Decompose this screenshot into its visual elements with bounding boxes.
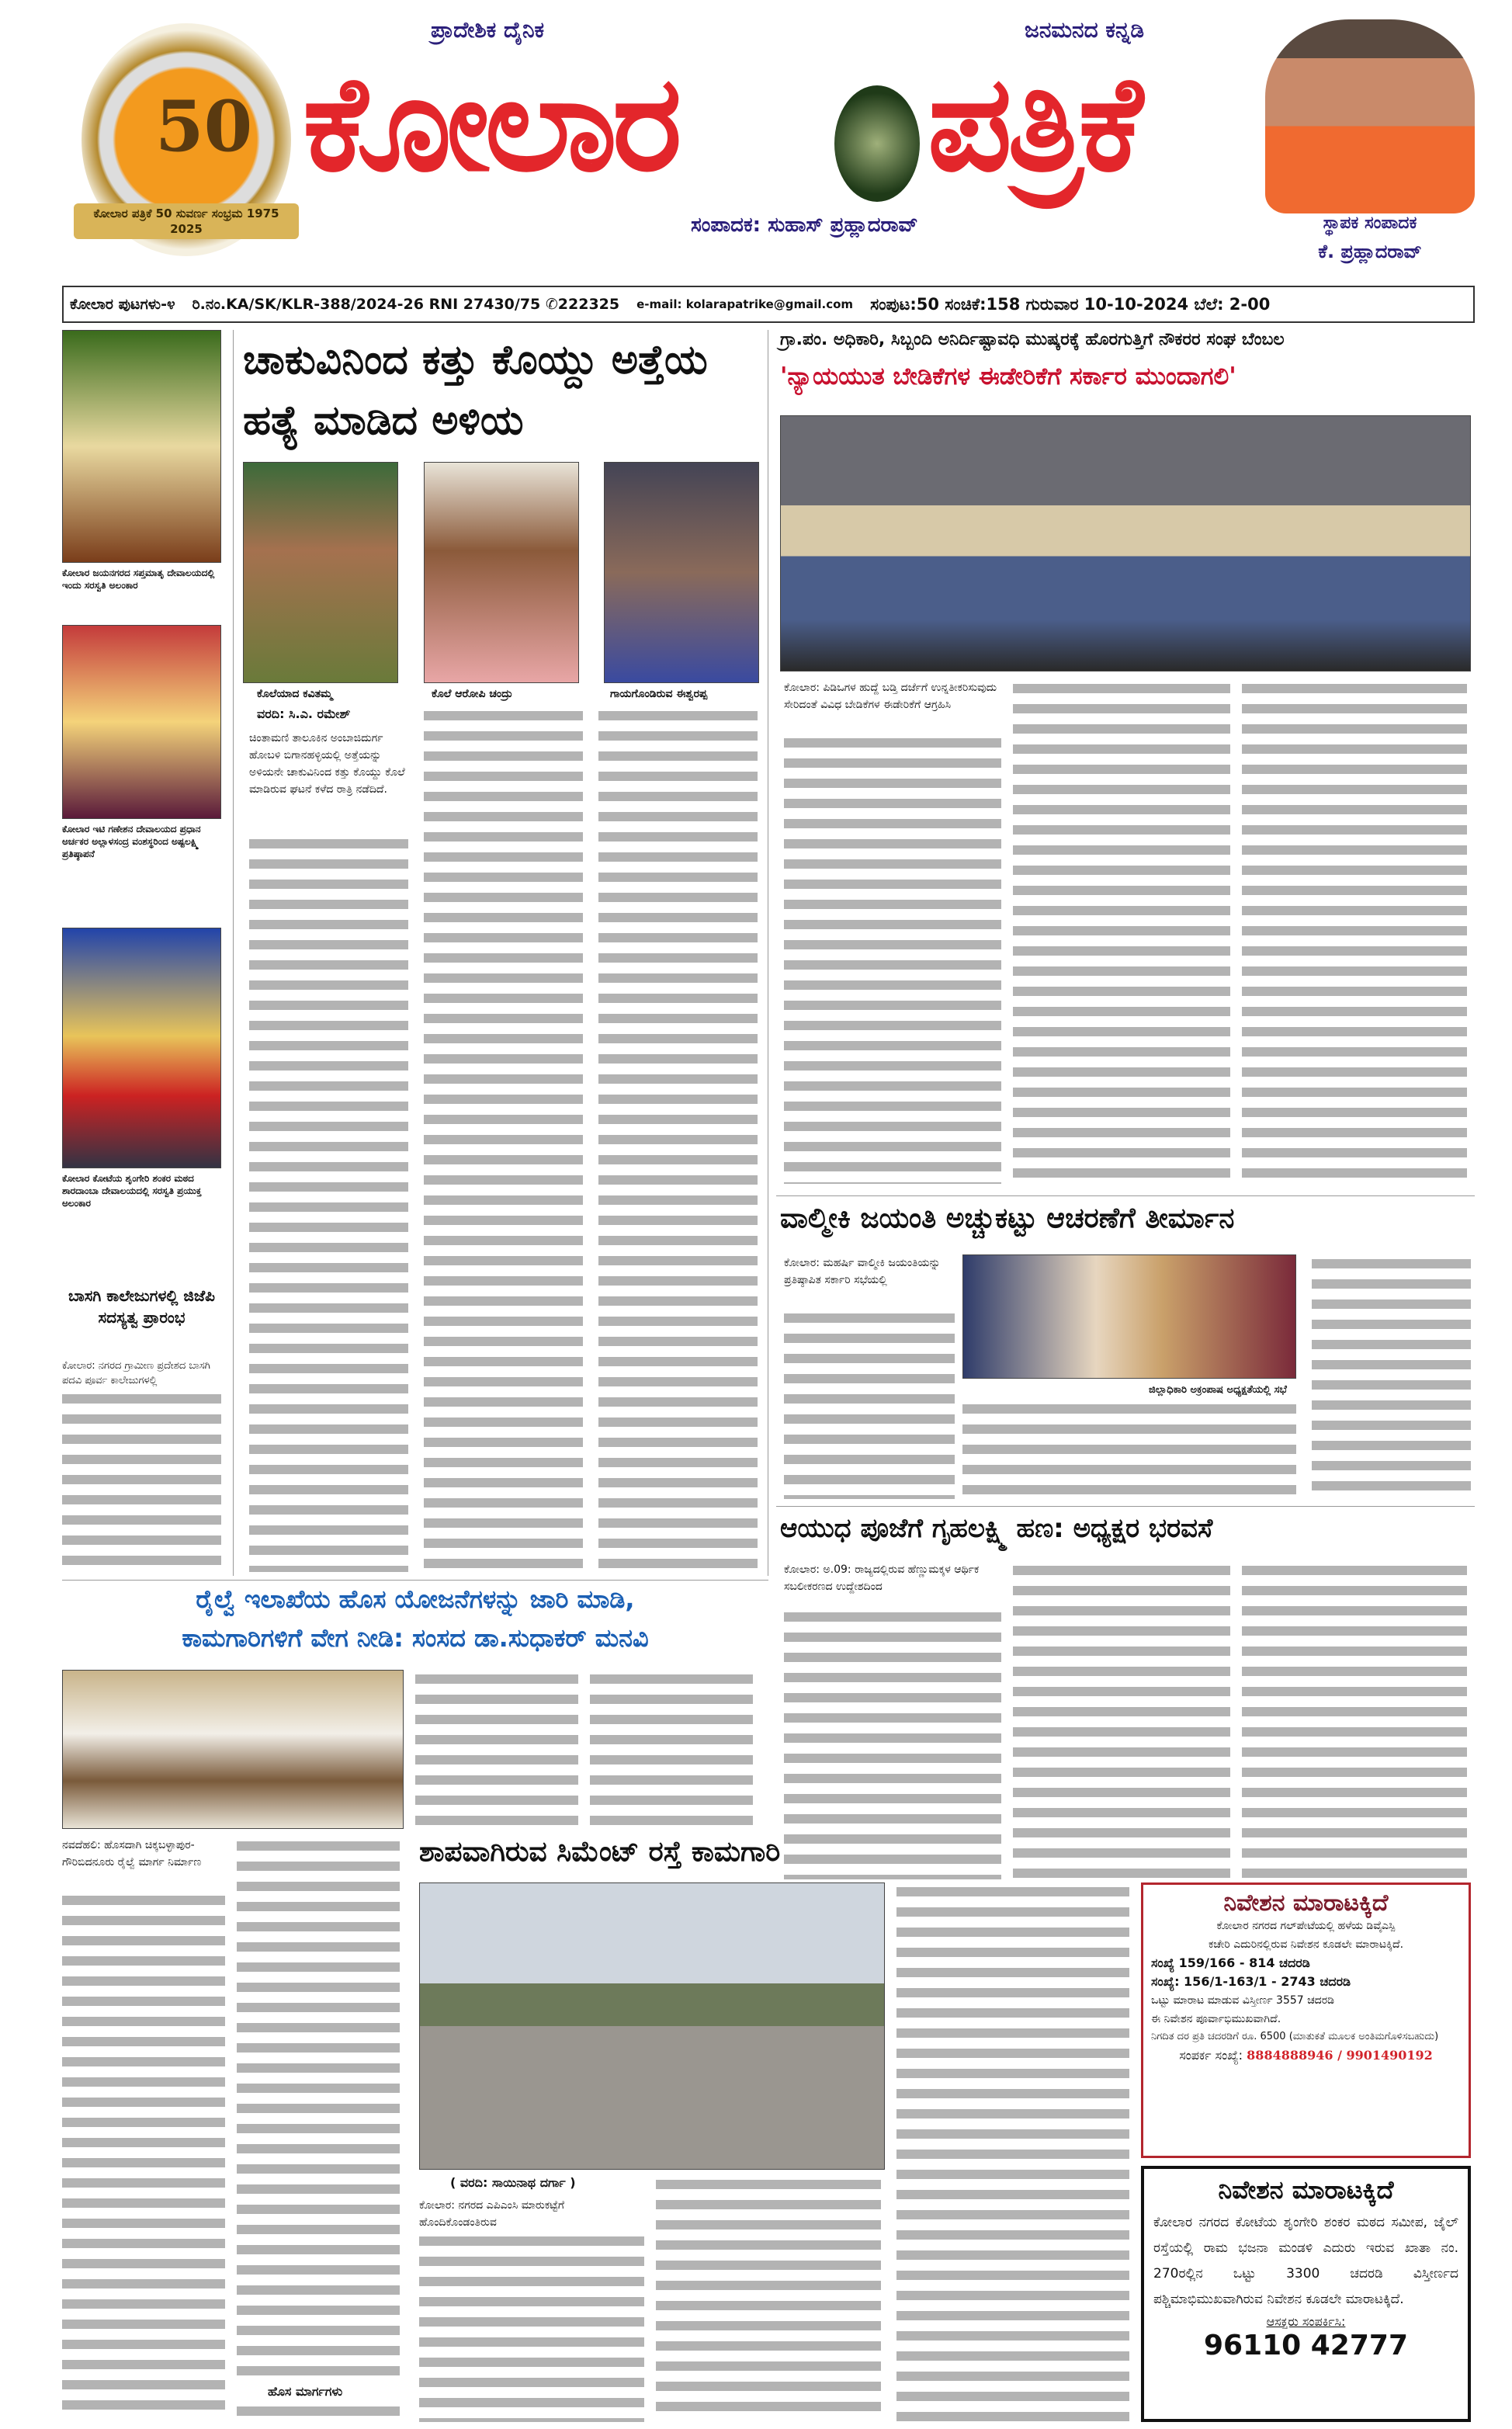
victim-photo <box>243 462 398 683</box>
founder-name: ಕೆ. ಪ್ರಹ್ಲಾದರಾವ್ <box>1318 241 1422 262</box>
issue-info: ಸಂಪುಟ:50 ಸಂಚಿಕೆ:158 ಗುರುವಾರ 10-10-2024 ಬೆಲೆ: 2-00 <box>870 294 1271 314</box>
body-text-column <box>237 1837 400 2380</box>
body-text-column <box>1242 679 1467 1184</box>
logo-number: 50 <box>155 85 253 168</box>
body-text-column <box>1013 679 1230 1184</box>
founder-label: ಸ್ಥಾಪಕ ಸಂಪಾದಕ <box>1323 213 1417 233</box>
outsourcing-headline: 'ನ್ಯಾಯಯುತ ಬೇಡಿಕೆಗಳ ಈಡೇರಿಕೆಗೆ ಸರ್ಕಾರ ಮುಂದಾಗಲಿ' <box>780 363 1236 390</box>
outsourcing-story <box>776 330 1475 1192</box>
photo-caption: ಕೋಲಾರ ಇಟಿ ಗಣೇಶನ ದೇವಾಲಯದ ಪ್ರಧಾನ ಅರ್ಚಕರ ಅಲ್ಲಾಳಸಂದ್ರ ವಂಶಸ್ಥರಿಂದ ಅಷ್ಟಲಕ್ಷ್ಮಿ ಪ್ರತಿಷ್ಠಾಪನೆ <box>62 824 201 859</box>
byline: ವರದಿ: ಸಿ.ಎ. ರಮೇಶ್ <box>257 706 351 721</box>
ad-title: ನಿವೇಶನ ಮಾರಾಟಕ್ಕಿದೆ <box>1218 2175 1394 2205</box>
cement-lead: ಕೋಲಾರ: ನಗರದ ಎಪಿಎಂಸಿ ಮಾರುಕಟ್ಟೆಗೆ ಹೊಂದಿಕೊಂಡಂತಿರುವ <box>419 2199 564 2229</box>
outsourcing-kicker: ಗ್ರಾ.ಪಂ. ಅಧಿಕಾರಿ, ಸಿಬ್ಬಂದಿ ಅನಿರ್ದಿಷ್ಟಾವಧಿ ಮುಷ್ಕರಕ್ಕೆ ಹೊರಗುತ್ತಿಗೆ ನೌಕರರ ಸಂಘ ಬೆಂಬಲ <box>780 330 1285 349</box>
body-text-column <box>896 1882 1129 2422</box>
protest-photo <box>780 415 1471 671</box>
editor-name: ಸಂಪಾದಕ: ಸುಹಾಸ್ ಪ್ರಹ್ಲಾದರಾವ್ <box>691 213 918 237</box>
contact-number: 96110 42777 <box>1203 2330 1409 2361</box>
founder-photo <box>1265 19 1475 213</box>
ad-body: ಕೋಲಾರ ನಗರದ ಕೋಟೆಯ ಶೃಂಗೇರಿ ಶಂಕರ ಮಠದ ಸಮೀಪ, ಜೈಲ್ ರಸ್ತೆಯಲ್ಲಿ ರಾಮ ಭಜನಾ ಮಂಡಳಿ ಎದುರು ಇರುವ ಖಾತಾ ನಂ. 270ರಲ್ಲಿನ ಒಟ್ಟು 3300 ಚದರಡಿ ವಿಸ್ತೀರ್ಣದ ಪಶ್ಚಿಮಾಭಿಮುಖವಾಗಿರುವ ನಿವೇಶನ ಕೂಡಲೇ ಮಾರಾಟಕ್ಕಿದೆ. <box>1153 2215 1458 2307</box>
ad-line: ಒಟ್ಟು ಮಾರಾಟ ಮಾಡುವ ವಿಸ್ತೀರ್ಣ 3557 ಚದರಡಿ <box>1151 1994 1334 2007</box>
ad-line: ಈ ನಿವೇಶನ ಪೂರ್ವಾಭಿಮುಖವಾಗಿದೆ. <box>1151 2013 1281 2025</box>
college-headline: ಬಾಸಗಿ ಕಾಲೇಜುಗಳಲ್ಲಿ ಜಿಜೆಪಿ ಸದಸ್ಯತ್ವ ಪ್ರಾರಂಭ <box>68 1286 215 1327</box>
deity-photo-2 <box>62 625 221 819</box>
ad-line: ನಿಗದಿತ ದರ ಪ್ರತಿ ಚದರಡಿಗೆ ರೂ. 6500 (ಮಾತುಕತೆ ಮೂಲಕ ಅಂತಿಮಗೊಳಿಸಬಹುದು) <box>1151 2031 1439 2042</box>
masthead <box>0 0 1512 279</box>
meeting-photo <box>962 1254 1296 1379</box>
body-text-column <box>415 1670 578 1829</box>
photo-caption: ಕೋಲಾರ ಜಯನಗರದ ಸಪ್ತಮಾತೃ ದೇವಾಲಯದಲ್ಲಿ ಇಂದು ಸರಸ್ವತಿ ಅಲಂಕಾರ <box>62 567 215 591</box>
registration-number: ರಿ.ನಂ.KA/SK/KLR-388/2024-26 RNI 27430/75 ✆222325 <box>192 296 620 313</box>
valmiki-lead: ಕೋಲಾರ: ಮಹರ್ಷಿ ವಾಲ್ಮೀಕಿ ಜಯಂತಿಯನ್ನು ಪ್ರತಿಷ್ಠಾಪಿತ ಸರ್ಕಾರಿ ಸಭೆಯಲ್ಲಿ <box>784 1257 941 1286</box>
murder-lead: ಚಿಂತಾಮಣಿ ತಾಲೂಕಿನ ಅಂಬಾಜಿದುರ್ಗ ಹೋಬಳಿ ಬಿಗಾನಹಳ್ಳಿಯಲ್ಲಿ ಅತ್ತೆಯನ್ನು ಅಳಿಯನೇ ಚಾಕುವಿನಿಂದ ಕತ್ತು ಕೊಯ್ದು ಕೊಲೆ ಮಾಡಿರುವ ಘಟನೆ ಕಳೆದ ರಾತ್ರಿ ನಡೆದಿದೆ. <box>249 732 405 796</box>
ad-contact <box>1151 2046 1461 2066</box>
ad-line: ಸಂಖ್ಯೆ: 156/1-163/1 - 2743 ಚದರಡಿ <box>1151 1974 1351 1989</box>
road-construction-photo <box>419 1882 885 2170</box>
body-text-column <box>598 706 758 1572</box>
body-text-column <box>237 2402 400 2425</box>
photo-caption: ಜಿಲ್ಲಾಧಿಕಾರಿ ಅಕ್ರಂಪಾಷ ಅಧ್ಯಕ್ಷತೆಯಲ್ಲಿ ಸಭೆ <box>1149 1384 1287 1396</box>
photo-caption: ಕೋಲಾರ ಕೋಟೆಯ ಶೃಂಗೇರಿ ಶಂಕರ ಮಠದ ಶಾರದಾಂಬಾ ದೇವಾಲಯದಲ್ಲಿ ಸರಸ್ವತಿ ಪ್ರಯುಕ್ತ ಅಲಂಕಾರ <box>62 1173 202 1209</box>
body-text-column <box>1312 1254 1471 1499</box>
contact-label: ಸಂಪರ್ಕ ಸಂಖ್ಯೆ: <box>1179 2048 1243 2063</box>
accused-photo <box>424 462 579 683</box>
ayudha-lead: ಕೋಲಾರ: ಅ.09: ರಾಜ್ಯದಲ್ಲಿರುವ ಹೆಣ್ಣುಮಕ್ಕಳ ಆರ್ಥಿಕ ಸಬಲೀಕರಣದ ಉದ್ದೇಶದಿಂದ <box>784 1563 980 1593</box>
railway-headline-1: ರೈಲ್ವೆ ಇಲಾಖೆಯ ಹೊಸ ಯೋಜನೆಗಳನ್ನು ಜಾರಿ ಮಾಡಿ, <box>196 1584 635 1614</box>
emblem-icon <box>834 85 920 202</box>
parliament-meeting-photo <box>62 1670 404 1829</box>
page-count: ಕೋಲಾರ ಪುಟಗಳು-೪ <box>70 296 175 313</box>
logo-text: ಕೋಲಾರ ಪತ್ರಿಕೆ 50 ಸುವರ್ಣ ಸಂಭ್ರಮ 1975 2025 <box>74 203 299 239</box>
college-lead: ಕೋಲಾರ: ನಗರದ ಗ್ರಾಮೀಣ ಪ್ರದೇಶದ ಬಾಸಗಿ ಪದವಿ ಪೂರ್ವ ಕಾಲೇಜುಗಳಲ್ಲಿ <box>62 1360 210 1386</box>
tagline-left: ಪ್ರಾದೇಶಿಕ ದೈನಿಕ <box>431 17 545 43</box>
deity-photo-1 <box>62 330 221 563</box>
email-link[interactable]: e-mail: kolarapatrike@gmail.com <box>636 297 854 311</box>
tagline-right: ಜನಮನದ ಕನ್ನಡಿ <box>1025 17 1145 43</box>
property-sale-ad-1 <box>1141 1882 1471 2158</box>
body-text-column <box>249 835 408 1572</box>
body-text-column <box>1242 1561 1467 1879</box>
body-text-column <box>962 1400 1296 1499</box>
ad-line: ಕೋಲಾರ ನಗರದ ಗಲ್‌ಪೇಟೆಯಲ್ಲಿ ಹಳೆಯ ಡಿವೈಎಸ್ಪಿ <box>1216 1920 1396 1932</box>
contact-number: 8884888946 / 9901490192 <box>1247 2048 1433 2063</box>
newspaper-title-right: ಪತ್ರಿಕೆ <box>928 47 1139 201</box>
deity-photo-3 <box>62 928 221 1168</box>
valmiki-headline: ವಾಲ್ಮೀಕಿ ಜಯಂತಿ ಅಚ್ಚುಕಟ್ಟು ಆಚರಣೆಗೆ ತೀರ್ಮಾನ <box>780 1202 1235 1234</box>
ad-line: ಸಂಖ್ಯೆ 159/166 - 814 ಚದರಡಿ <box>1151 1955 1310 1970</box>
ayudha-headline: ಆಯುಧ ಪೂಜೆಗೆ ಗೃಹಲಕ್ಷ್ಮಿ ಹಣ: ಅಧ್ಯಕ್ಷರ ಭರವಸೆ <box>780 1513 1213 1544</box>
railway-headline-2: ಕಾಮಗಾರಿಗಳಿಗೆ ವೇಗ ನೀಡಿ: ಸಂಸದ ಡಾ.ಸುಧಾಕರ್ ಮನವಿ <box>182 1623 649 1653</box>
outsourcing-lead: ಕೋಲಾರ: ಪಿಡಿಒಗಳ ಹುದ್ದೆ ಬಡ್ತಿ ದರ್ಜೆಗೆ ಉನ್ನತೀಕರಿಸುವುದು ಸೇರಿದಂತೆ ವಿವಿಧ ಬೇಡಿಕೆಗಳ ಈಡೇರಿಕೆಗೆ ಆಗ್ರಹಿಸಿ <box>784 682 997 711</box>
murder-headline: ಚಾಕುವಿನಿಂದ ಕತ್ತು ಕೊಯ್ದು ಅತ್ತೆಯ ಹತ್ಯೆ ಮಾಡಿದ ಅಳಿಯ <box>243 337 708 444</box>
ad-line: ಕಚೇರಿ ಎದುರಿನಲ್ಲಿರುವ ನಿವೇಶನ ಕೂಡಲೇ ಮಾರಾಟಕ್ಕಿದೆ. <box>1208 1938 1404 1951</box>
byline: ( ವರದಿ: ಸಾಯಿನಾಥ ದರ್ಗಾ ) <box>450 2175 576 2190</box>
body-text-column <box>784 734 1001 1184</box>
property-sale-ad-2 <box>1141 2166 1471 2422</box>
cement-headline: ಶಾಪವಾಗಿರುವ ಸಿಮೆಂಟ್ ರಸ್ತೆ ಕಾಮಗಾರಿ <box>419 1836 781 1868</box>
body-text-column <box>62 1891 225 2419</box>
murder-story <box>233 330 768 1576</box>
left-column <box>62 330 225 1576</box>
railway-lead: ನವದೆಹಲಿ: ಹೊಸದಾಗಿ ಚಿಕ್ಕಬಳ್ಳಾಪುರ-ಗೌರಿಬಿದನೂರು ರೈಲ್ವೆ ಮಾರ್ಗ ನಿರ್ಮಾಣ <box>62 1839 202 1869</box>
body-text-column <box>590 1670 753 1829</box>
photo-caption: ಕೊಲೆಯಾದ ಕವಿತಮ್ಮ <box>257 688 333 700</box>
cement-road-story <box>419 1832 1133 2426</box>
info-bar <box>62 286 1475 323</box>
body-text-column <box>424 706 583 1572</box>
valmiki-story <box>776 1195 1475 1502</box>
body-text-column <box>784 1309 955 1499</box>
body-text-column <box>656 2175 881 2422</box>
contact-label: ಆಸಕ್ತರು ಸಂಪರ್ಕಿಸಿ: <box>1266 2314 1346 2329</box>
ad-title: ನಿವೇಶನ ಮಾರಾಟಕ್ಕಿದೆ <box>1223 1889 1389 1917</box>
photo-caption: ಗಾಯಗೊಂಡಿರುವ ಈಶ್ವರಪ್ಪ <box>610 688 708 700</box>
body-text-column <box>419 2232 644 2422</box>
photo-caption: ಕೊಲೆ ಆರೋಪಿ ಚಂದ್ರು <box>432 688 513 700</box>
ayudha-story <box>776 1506 1475 1886</box>
newspaper-title-left: ಕೋಲಾರ <box>303 47 678 201</box>
railway-subhead: ಹೊಸ ಮಾರ್ಗಗಳು <box>268 2384 343 2399</box>
injured-photo <box>604 462 759 683</box>
body-text-column <box>62 1390 221 1572</box>
